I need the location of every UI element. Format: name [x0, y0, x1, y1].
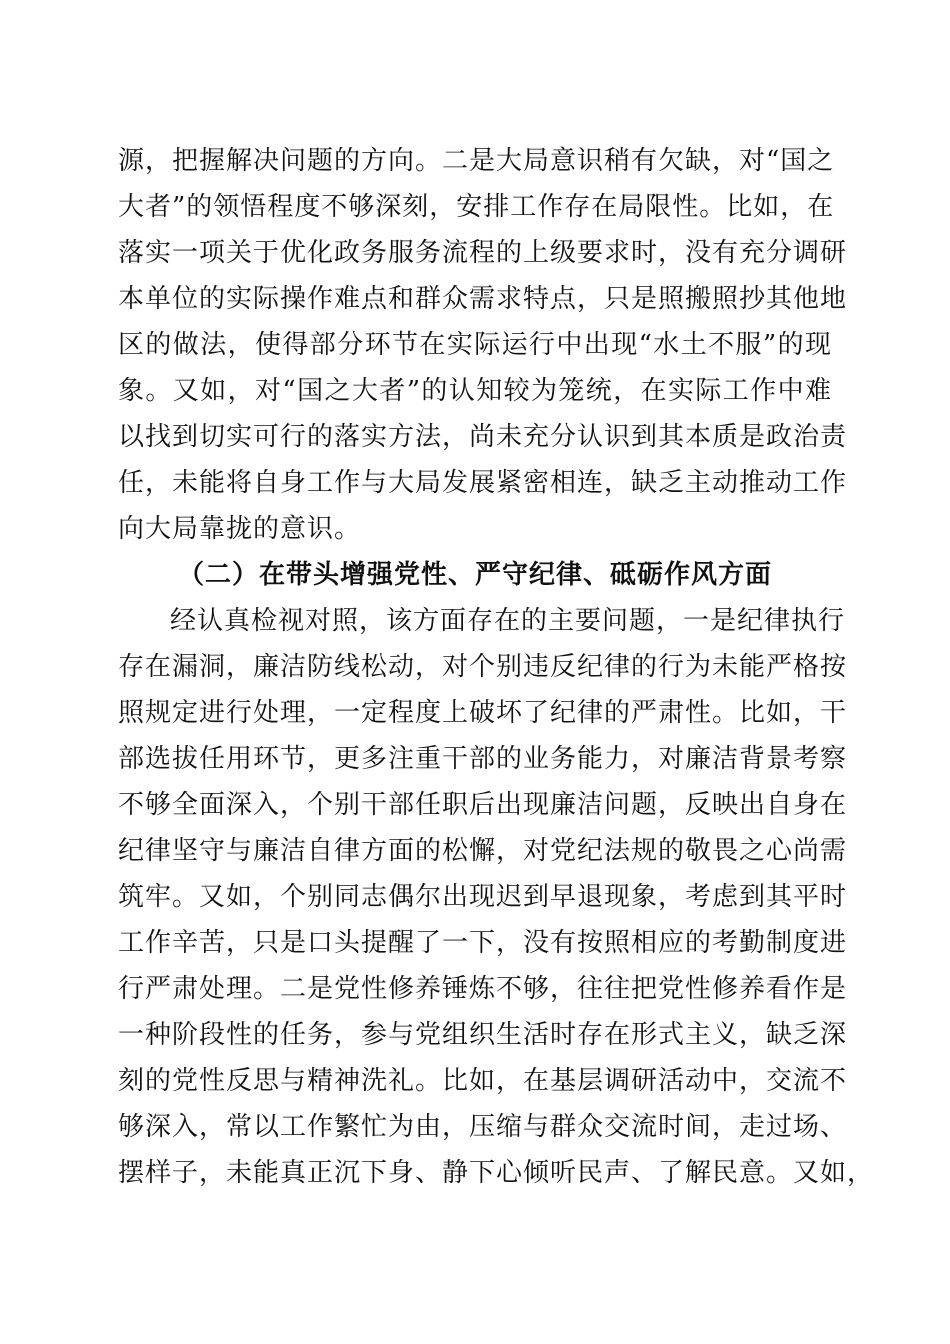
paragraph-2 [118, 598, 875, 1196]
text-line: 部选拔任用环节，更多注重干部的业务能力，对廉洁背景考察 [118, 744, 848, 774]
text-line: 摆样子，未能真正沉下身、静下心倾听民声、了解民意。又如， [118, 1158, 875, 1188]
text-line: 象。又如，对“国之大者”的认知较为笼统，在实际工作中难 [118, 376, 832, 406]
text-line: 工作辛苦，只是口头提醒了一下，没有按照相应的考勤制度进 [118, 928, 848, 958]
text-line: 一种阶段性的任务，参与党组织生活时存在形式主义，缺乏深 [118, 1020, 848, 1050]
text-line: 本单位的实际操作难点和群众需求特点，只是照搬照抄其他地 [118, 284, 848, 314]
text-line: 够深入，常以工作繁忙为由，压缩与群众交流时间，走过场、 [118, 1112, 848, 1142]
text-line: 经认真检视对照，该方面存在的主要问题，一是纪律执行 [170, 606, 846, 636]
section-heading: （二）在带头增强党性、严守纪律、砥砺作风方面 [178, 560, 773, 590]
document-body [118, 138, 875, 1196]
text-line: 行严肃处理。二是党性修养锤炼不够，往往把党性修养看作是 [118, 974, 848, 1004]
text-line: 纪律坚守与廉洁自律方面的松懈，对党纪法规的敬畏之心尚需 [118, 836, 848, 866]
text-line: 刻的党性反思与精神洗礼。比如，在基层调研活动中，交流不 [118, 1066, 848, 1096]
text-line: 向大局靠拢的意识。 [118, 514, 362, 544]
text-line: 区的做法，使得部分环节在实际运行中出现“水土不服”的现 [118, 330, 832, 360]
text-line: 不够全面深入，个别干部任职后出现廉洁问题，反映出自身在 [118, 790, 848, 820]
text-line: 任，未能将自身工作与大局发展紧密相连，缺乏主动推动工作 [118, 468, 848, 498]
paragraph-1 [118, 138, 848, 552]
text-line: 以找到切实可行的落实方法，尚未充分认识到其本质是政治责 [118, 422, 848, 452]
text-line: 大者”的领悟程度不够深刻，安排工作存在局限性。比如，在 [118, 192, 835, 222]
text-line: 存在漏洞，廉洁防线松动，对个别违反纪律的行为未能严格按 [118, 652, 848, 682]
text-line: 照规定进行处理，一定程度上破坏了纪律的严肃性。比如，干 [118, 698, 848, 728]
text-line: 源，把握解决问题的方向。二是大局意识稍有欠缺，对“国之 [118, 146, 835, 176]
text-line: 落实一项关于优化政务服务流程的上级要求时，没有充分调研 [118, 238, 848, 268]
text-line: 筑牢。又如，个别同志偶尔出现迟到早退现象，考虑到其平时 [118, 882, 848, 912]
